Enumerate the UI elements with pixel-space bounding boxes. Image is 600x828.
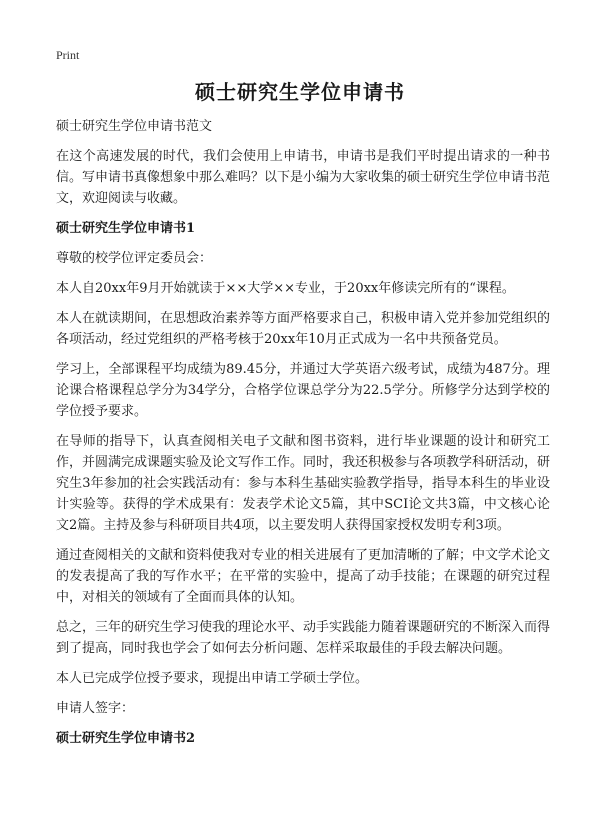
section-heading-1: 硕士研究生学位申请书1: [56, 221, 196, 236]
signature-line: 申请人签字：: [56, 701, 135, 716]
paragraph-academics: 学习上，全部课程平均成绩为89.45分，并通过大学英语六级考试，成绩为487分。理论课合格课程总学分为34学分，合格学位课总学分为22.5学分。所修学分达到学校的学位授予要求。: [56, 362, 550, 419]
paragraph-research: 在导师的指导下，认真查阅相关电子文献和图书资料，进行毕业课题的设计和研究工作，并圆满完成课题实验及论文写作工作。同时，我还积极参与各项教学科研活动，研究生3年参加的社会实践活动有：参与本科生基础实验教学指导，指导本科生的毕业设计实验等。获得的学术成果有：发表学术论文5篇，其中SCI论文共3篇，中文核心论文2篇。主持及参与科研项目共4项，以主要发明人获得国家授权发明专利3项。: [56, 434, 551, 533]
paragraph-request: 本人已完成学位授予要求，现提出申请工学硕士学位。: [56, 671, 369, 686]
document-body: [56, 116, 550, 758]
subtitle: 硕士研究生学位申请书范文: [56, 119, 213, 134]
intro-paragraph: 在这个高速发展的时代，我们会使用上申请书，申请书是我们平时提出请求的一种书信。写申请书真像想象中那么难吗？以下是小编为大家收集的硕士研究生学位申请书范文，欢迎阅读与收藏。: [56, 149, 551, 206]
paragraph-political: 本人在就读期间，在思想政治素养等方面严格要求自己，积极申请入党并参加党组织的各项活动，经过党组织的严格考核于20xx年10月正式成为一名中共预备党员。: [56, 311, 551, 347]
print-link[interactable]: Print: [56, 48, 80, 62]
paragraph-growth: 通过查阅相关的文献和资料使我对专业的相关进展有了更加清晰的了解；中文学术论文的发表提高了我的写作水平；在平常的实验中，提高了动手技能；在课题的研究过程中，对相关的领域有了全面而具体的认知。: [56, 548, 551, 605]
salutation: 尊敬的校学位评定委员会：: [56, 251, 213, 266]
paragraph-summary: 总之，三年的研究生学习使我的理论水平、动手实践能力随着课题研究的不断深入而得到了提高，同时我也学会了如何去分析问题、怎样采取最佳的手段去解决问题。: [56, 620, 551, 656]
paragraph-enrollment: 本人自20xx年9月开始就读于××大学××专业，于20xx年修读完所有的“课程。: [56, 281, 515, 296]
page-title: 硕士研究生学位申请书: [195, 80, 405, 104]
section-heading-2: 硕士研究生学位申请书2: [56, 731, 196, 746]
